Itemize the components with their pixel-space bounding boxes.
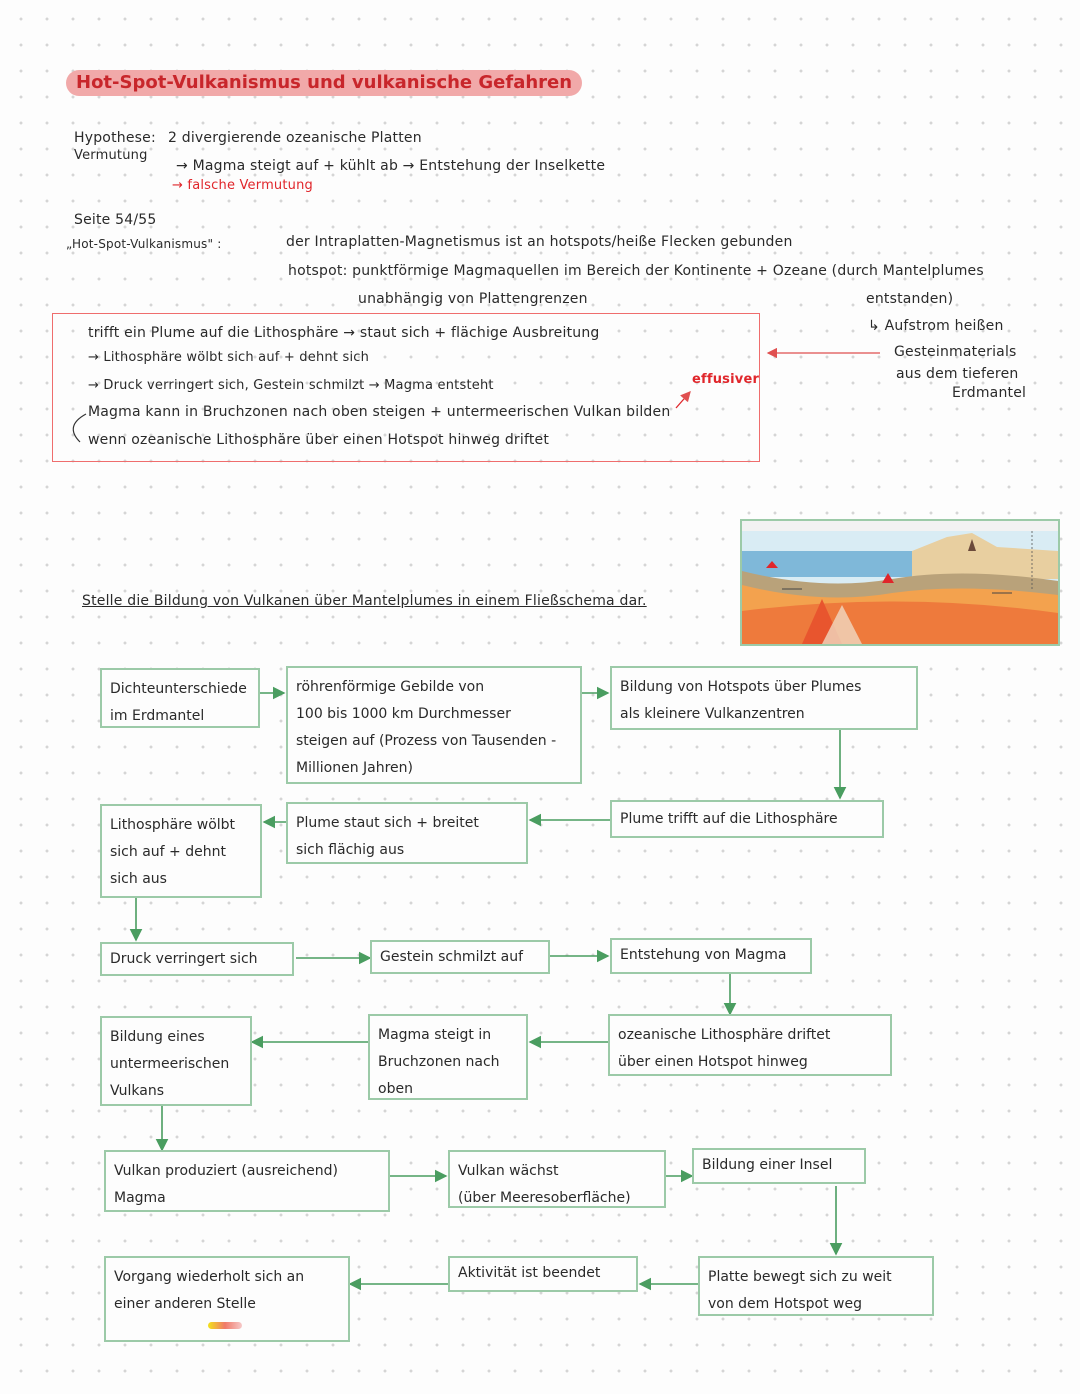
- flow-box-magma-forms: [610, 938, 812, 974]
- flow-box-text: Bildung von Hotspots über Plumes als kleinere Vulkanzentren: [620, 679, 862, 722]
- summary-line-3: → Druck verringert sich, Gestein schmilzt → Magma entsteht: [88, 378, 494, 393]
- flow-box-submarine-volcano: [100, 1016, 252, 1106]
- flow-box-density-differences: [100, 668, 260, 728]
- flow-box-island-forms: [692, 1148, 866, 1184]
- flow-box-plate-moves-away: [698, 1256, 934, 1316]
- hotspot-def-2: hotspot: punktförmige Magmaquellen im Bereich der Kontinente + Ozeane (durch Mantelplumes: [288, 263, 984, 279]
- flow-box-plume-spreads: [286, 802, 528, 864]
- hypothesis-line-2: → Magma steigt auf + kühlt ab → Entstehung der Inselkette: [176, 158, 606, 174]
- flow-box-text: Vulkan wächst (über Meeresoberfläche): [458, 1163, 631, 1206]
- hypothesis-label: Hypothese:: [74, 130, 156, 146]
- vermutung-label: Vermutung: [74, 148, 148, 163]
- flow-box-lithosphere-drifts: [608, 1014, 892, 1076]
- flow-box-activity-ends: [448, 1256, 638, 1292]
- flow-box-text: Bildung einer Insel: [702, 1157, 833, 1173]
- flow-box-text: Aktivität ist beendet: [458, 1265, 601, 1281]
- summary-line-5: wenn ozeanische Lithosphäre über einen Hotspot hinweg driftet: [88, 432, 550, 448]
- side-note-line-3: aus dem tieferen: [896, 366, 1019, 382]
- page-title: Hot-Spot-Vulkanismus und vulkanische Gefahren: [66, 70, 582, 96]
- side-note-line-2: Gesteinmaterials: [894, 344, 1017, 360]
- flow-box-magma-rises: [368, 1014, 528, 1100]
- flow-box-pressure-decreases: [100, 942, 294, 976]
- flow-box-text: Magma steigt in Bruchzonen nach oben: [378, 1027, 500, 1097]
- hypothesis-line-1: 2 divergierende ozeanische Platten: [168, 130, 422, 146]
- hotspot-def-3: unabhängig von Plattengrenzen: [358, 291, 588, 307]
- flow-box-text: Entstehung von Magma: [620, 947, 787, 963]
- flow-box-plume-hits: [610, 800, 884, 838]
- summary-line-2: → Lithosphäre wölbt sich auf + dehnt sich: [88, 350, 370, 365]
- flow-box-volcano-grows: [448, 1150, 666, 1208]
- flow-box-text: Plume trifft auf die Lithosphäre: [620, 811, 838, 827]
- flow-box-text: Platte bewegt sich zu weit von dem Hotspot weg: [708, 1269, 892, 1312]
- flow-box-text: Dichteunterschiede im Erdmantel: [110, 681, 247, 724]
- flow-box-tube-structures: [286, 666, 582, 784]
- flow-box-volcano-produces-magma: [104, 1150, 390, 1212]
- task-heading: Stelle die Bildung von Vulkanen über Mantelplumes in einem Fließschema dar.: [82, 593, 647, 609]
- hypothesis-line-3: → falsche Vermutung: [172, 178, 313, 193]
- summary-line-1: trifft ein Plume auf die Lithosphäre → staut sich + flächige Ausbreitung: [88, 325, 600, 341]
- flow-box-text: Druck verringert sich: [110, 951, 258, 967]
- flow-box-text: Gestein schmilzt auf: [380, 949, 524, 965]
- hotspot-def-1: der Intraplatten-Magnetismus ist an hotspots/heiße Flecken gebunden: [286, 234, 793, 250]
- flow-box-text: ozeanische Lithosphäre driftet über einen Hotspot hinweg: [618, 1027, 831, 1070]
- flow-box-hotspot-formation: [610, 666, 918, 730]
- summary-line-4: Magma kann in Bruchzonen nach oben steigen + untermeerischen Vulkan bilden: [88, 404, 671, 420]
- side-note-line-1: ↳ Aufstrom heißen: [868, 318, 1004, 334]
- side-note-line-4: Erdmantel: [952, 385, 1027, 401]
- flow-box-text: Bildung eines untermeerischen Vulkans: [110, 1029, 230, 1099]
- flow-box-text: Vulkan produziert (ausreichend) Magma: [114, 1163, 338, 1206]
- effusiver-note: effusiver: [692, 372, 760, 387]
- hotspot-term: „Hot-Spot-Vulkanismus" :: [66, 237, 222, 251]
- flow-box-text: Plume staut sich + breitet sich flächig aus: [296, 815, 479, 858]
- flow-box-lithosphere-bulges: [100, 804, 262, 898]
- flow-box-rock-melts: [370, 940, 550, 974]
- flow-box-text: Vorgang wiederholt sich an einer anderen Stelle: [114, 1269, 305, 1312]
- flow-box-process-repeats: [104, 1256, 350, 1342]
- page-reference: Seite 54/55: [74, 212, 157, 228]
- plate-cross-section-image: [740, 519, 1060, 646]
- highlight-mark: [208, 1322, 242, 1329]
- flow-box-text: Lithosphäre wölbt sich auf + dehnt sich aus: [110, 817, 236, 887]
- hotspot-def-4: entstanden): [866, 291, 954, 307]
- flow-box-text: röhrenförmige Gebilde von 100 bis 1000 km Durchmesser steigen auf (Prozess von Tausenden - Millionen Jahren): [296, 679, 557, 776]
